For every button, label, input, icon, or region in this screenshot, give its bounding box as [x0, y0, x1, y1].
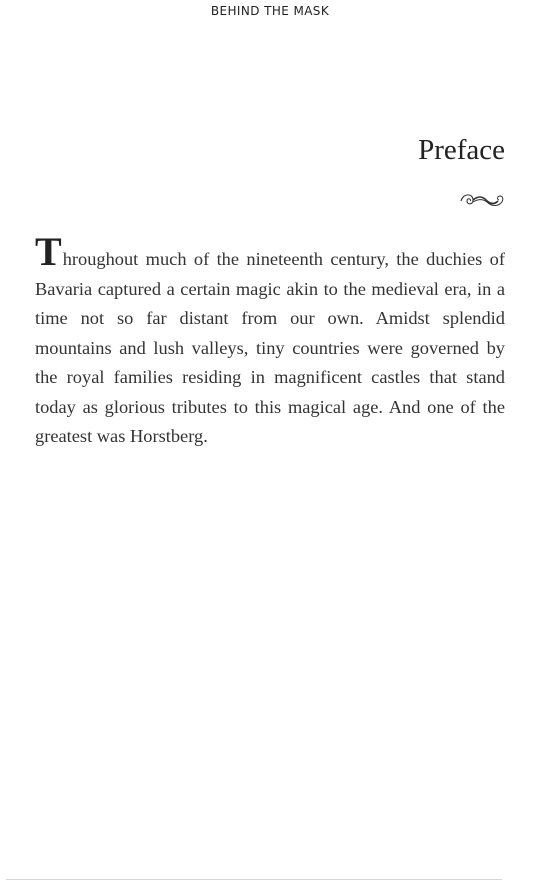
bottom-rule — [6, 879, 502, 880]
running-header: BEHIND THE MASK — [210, 4, 330, 18]
chapter-title: Preface — [418, 134, 505, 166]
drop-cap: T — [35, 229, 62, 274]
body-paragraph — [35, 229, 505, 451]
paragraph-text: hroughout much of the nineteenth century, the duchies of Bavaria captured a certain magic akin to the medieval era, in a time not so far distant from our own. Amidst splendid mountains and lush valleys, tiny countries were governed by the royal families residing in magnificent castles that stand today as glorious tributes to this magical age. And one of the greatest was Horstberg. — [35, 249, 505, 447]
flourish-icon — [459, 190, 505, 210]
